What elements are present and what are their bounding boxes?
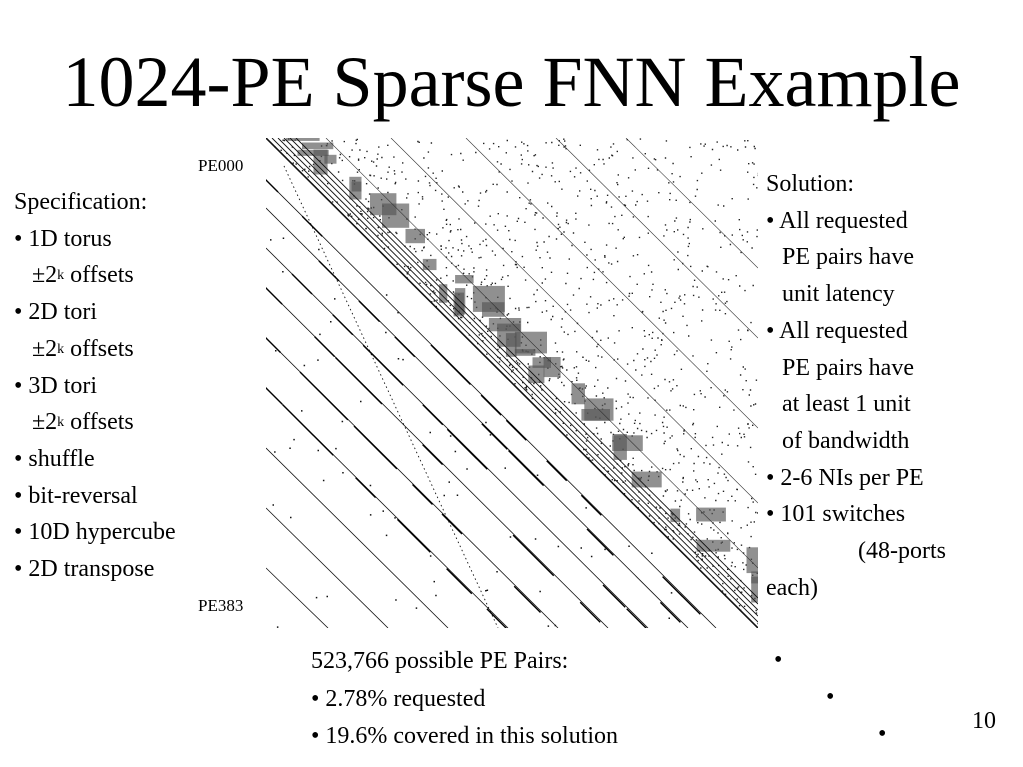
stray-bullet: •	[774, 647, 783, 673]
solution-line: • All requested	[766, 317, 908, 344]
page-number: 10	[972, 708, 996, 734]
solution-line: PE pairs have	[782, 244, 914, 271]
specification-heading: Specification:	[14, 189, 148, 215]
solution-line: • 2-6 NIs per PE	[766, 464, 924, 491]
spec-item-bit-reversal: • bit-reversal	[14, 482, 138, 509]
spec-item-shuffle: • shuffle	[14, 445, 95, 472]
solution-line: of bandwidth	[782, 427, 910, 454]
stats-item-requested: • 2.78% requested	[311, 685, 486, 712]
slide-title: 1024-PE Sparse FNN Example	[62, 42, 961, 122]
stats-heading: 523,766 possible PE Pairs:	[311, 648, 569, 674]
solution-line: at least 1 unit	[782, 391, 911, 418]
spec-item-offsets: $\pm 2^k$ offsets	[32, 262, 134, 289]
solution-line: • All requested	[766, 207, 908, 234]
spec-item-1d-torus: • 1D torus	[14, 225, 112, 252]
matrix-bottom-label: PE383	[198, 596, 244, 615]
stray-bullet: •	[826, 684, 835, 710]
solution-line: unit latency	[782, 281, 895, 308]
specification-list	[14, 184, 176, 588]
solution-line: PE pairs have	[782, 354, 914, 381]
matrix-top-label: PE000	[198, 156, 244, 175]
solution-list	[766, 166, 946, 606]
connectivity-matrix	[266, 138, 758, 628]
spec-item-transpose: • 2D transpose	[14, 556, 155, 583]
stats-item-covered: • 19.6% covered in this solution	[311, 723, 619, 749]
solution-heading: Solution:	[766, 171, 855, 197]
spec-item-3d-tori: • 3D tori	[14, 372, 98, 399]
spec-item-offsets: $\pm 2^k$ offsets	[32, 335, 134, 362]
spec-item-offsets: $\pm 2^k$ offsets	[32, 409, 134, 436]
solution-line: • 101 switches	[766, 501, 906, 528]
stray-bullet: •	[878, 721, 887, 747]
matrix-pattern	[266, 138, 758, 628]
solution-line: each)	[766, 574, 818, 601]
solution-line: (48-ports	[858, 538, 946, 565]
stats-list	[311, 643, 618, 756]
spec-item-2d-tori: • 2D tori	[14, 299, 98, 326]
spec-item-hypercube: • 10D hypercube	[14, 519, 176, 546]
